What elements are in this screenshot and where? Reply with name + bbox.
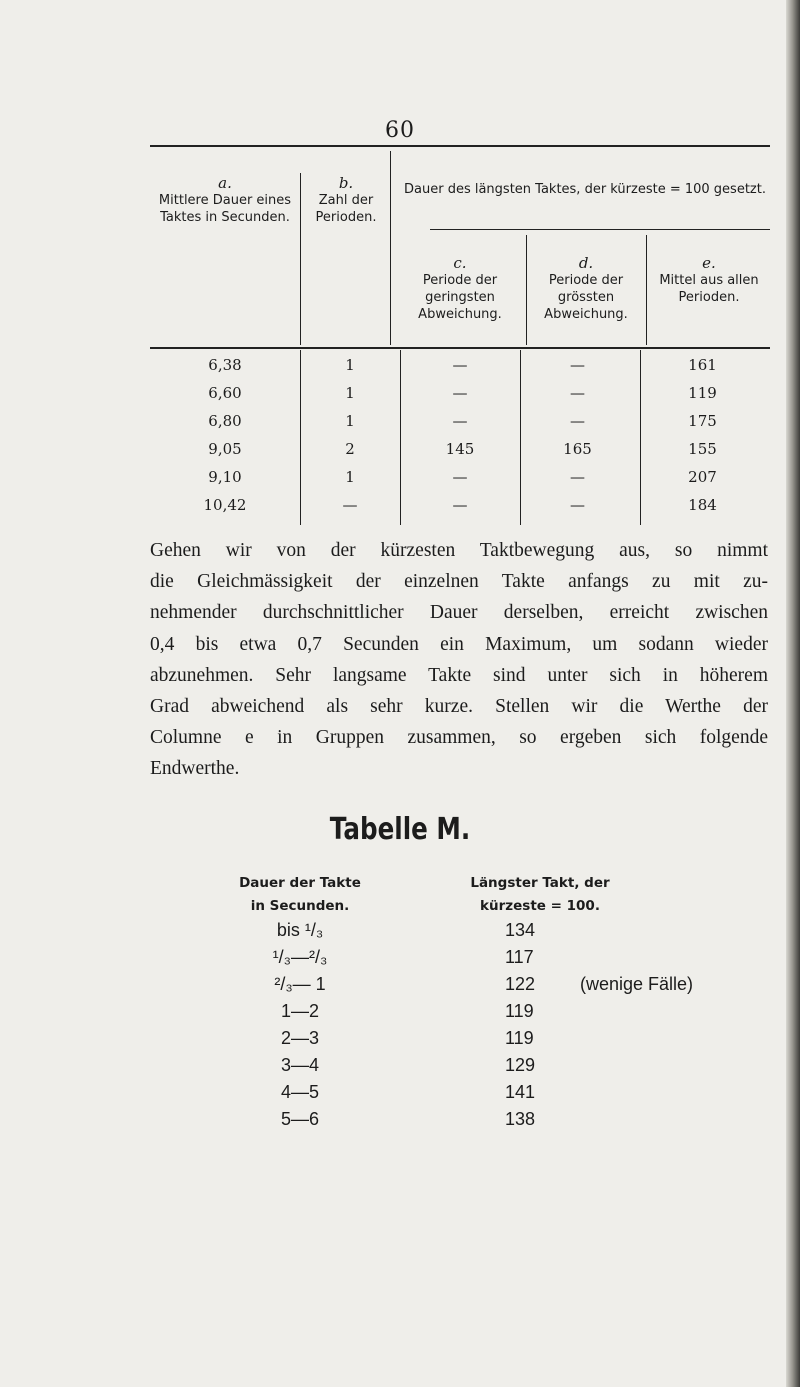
col-divider-ab [300,173,301,345]
table-m-row [0,974,800,1001]
cell-e: 175 [688,412,717,430]
cell-c: — [452,384,468,402]
value-cell: 122 [505,974,536,994]
range-cell: 5—6 [280,1109,320,1129]
cell-e: 155 [688,440,717,458]
paragraph-line: die Gleichmässigkeit der einzelnen Takte anfangs zu mit zu- [150,571,768,593]
cell-d: — [570,496,585,514]
cell-c: — [452,356,468,374]
cell-d: 165 [563,440,592,458]
value-cell: 138 [505,1109,536,1129]
cell-d: — [570,412,585,430]
cell-a: 6,38 [208,356,242,374]
table-m-row [0,1109,800,1136]
table-m-head-right [440,872,640,918]
cell-e: 207 [688,468,717,486]
value-cell: 119 [505,1001,534,1021]
table-m-row [0,1055,800,1082]
table-row [150,379,770,407]
range-cell: 4—5 [280,1082,320,1102]
group-header-rule [430,229,770,230]
range-cell: 2—3 [280,1028,320,1048]
col-c-letter: c. [453,254,467,272]
col-a-label: Mittlere Dauer eines Taktes in Secunden. [158,193,292,225]
paragraph-line: 0,4 bis etwa 0,7 Secunden ein Maximum, um sodann wieder [150,633,768,655]
col-divider-de [646,235,647,345]
data-table [150,145,770,525]
table-m-row [0,947,800,974]
cell-c: 145 [445,440,475,458]
range-cell: 3—4 [280,1055,320,1075]
cell-e: 184 [688,496,717,514]
cell-b: 1 [345,468,355,486]
cell-e: 161 [688,356,717,374]
col-e-letter: e. [702,254,716,272]
cell-d: — [570,384,585,402]
value-cell: 134 [505,920,536,940]
table-row [150,351,770,379]
cell-a: 10,42 [203,496,247,514]
table-row [150,463,770,491]
col-c-header [396,255,524,323]
cell-d: — [570,468,585,486]
col-c-label: Periode der geringsten Abweichung. [418,273,502,322]
note-cell: (wenige Fälle) [580,974,694,994]
cell-e: 119 [688,384,717,402]
table-top-rule [150,145,770,147]
cell-b: 1 [345,384,355,402]
cell-b: 1 [345,412,355,430]
col-a-letter: a. [218,174,232,192]
cell-c: — [452,496,468,514]
table-m-row [0,920,800,947]
table-m-row [0,1001,800,1028]
head-left-line1: Dauer der Takte [239,875,361,891]
value-cell: 141 [505,1082,536,1102]
head-right-line1: Längster Takt, der [470,875,610,891]
paragraph-line: Grad abweichend als sehr kurze. Stellen wir die Werthe der [150,696,768,718]
range-cell: ²/₃— 1 [274,974,326,994]
col-a-header [150,175,300,226]
group-header: Dauer des längsten Taktes, der kürzeste = 100 gesetzt. [404,182,766,197]
range-cell: ¹/₃—²/₃ [272,947,328,967]
cell-b: 2 [345,440,355,458]
col-divider-bc [390,151,391,345]
head-left-line2: in Secunden. [250,898,350,914]
col-d-label: Periode der grössten Abweichung. [544,273,628,322]
value-cell: 129 [505,1055,536,1075]
table-m-row [0,1082,800,1109]
table-row [150,491,770,519]
range-cell: bis ¹/₃ [276,920,324,940]
value-cell: 119 [505,1028,534,1048]
body-paragraph [150,535,768,785]
paragraph-line: nehmender durchschnittlicher Dauer derselben, erreicht zwischen [150,602,768,624]
table-m-row [0,1028,800,1055]
col-d-header [528,255,644,323]
page-edge-shadow [786,0,800,1387]
value-cell: 117 [505,947,534,967]
table-row [150,407,770,435]
cell-c: — [452,412,468,430]
col-b-header [302,175,390,226]
paragraph-line: Endwerthe. [150,758,240,780]
table-m-title: Tabelle M. [329,812,471,847]
col-e-header [648,255,770,306]
page-number: 60 [385,118,415,143]
header-bottom-rule [150,347,770,349]
cell-b: 1 [345,356,355,374]
paragraph-line: abzunehmen. Sehr langsame Takte sind unter sich in höherem [150,664,768,686]
cell-a: 6,60 [208,384,242,402]
table-row [150,435,770,463]
paragraph-line: Columne e in Gruppen zusammen, so ergeben sich folgende [150,727,768,749]
cell-a: 9,10 [208,468,242,486]
paragraph-line: Gehen wir von der kürzesten Taktbewegung aus, so nimmt [150,540,768,561]
col-b-label: Zahl der Perioden. [315,193,377,225]
table-m-head-left [195,872,405,918]
cell-b: — [342,496,358,514]
col-e-label: Mittel aus allen Perioden. [659,273,759,305]
cell-a: 6,80 [208,412,242,430]
cell-d: — [570,356,585,374]
head-right-line2: kürzeste = 100. [480,898,600,914]
col-d-letter: d. [578,254,594,272]
cell-a: 9,05 [208,440,242,458]
col-divider-cd [526,235,527,345]
col-b-letter: b. [338,174,354,192]
cell-c: — [452,468,468,486]
range-cell: 1—2 [280,1001,320,1021]
